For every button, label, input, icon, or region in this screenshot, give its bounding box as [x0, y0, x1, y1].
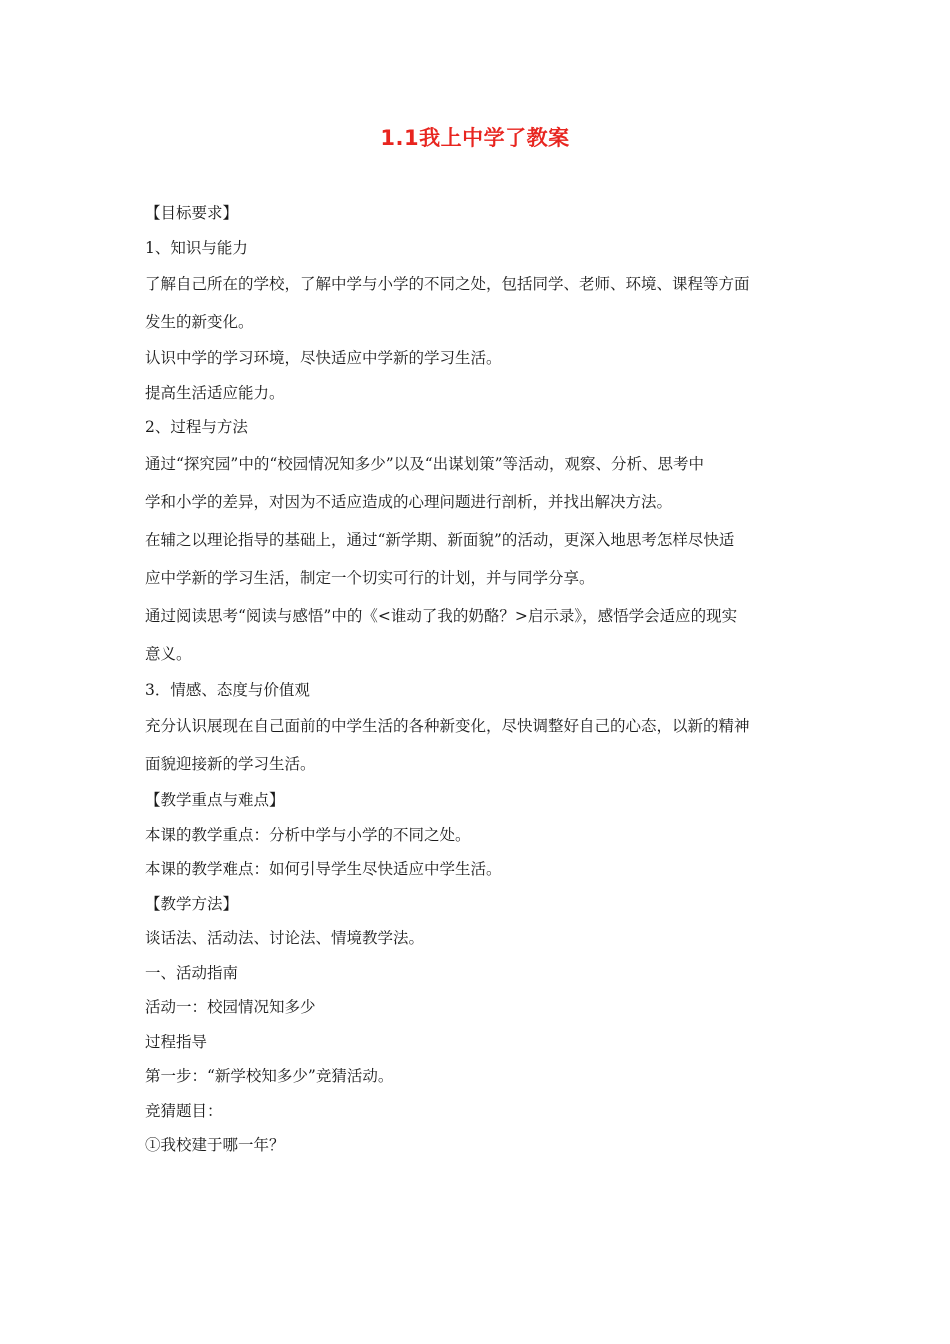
paragraph-line: 了解自己所在的学校，了解中学与小学的不同之处，包括同学、老师、环境、课程等方面	[145, 275, 750, 293]
document-title: 1.1我上中学了教案	[380, 126, 570, 150]
paragraph-line: 通过阅读思考“阅读与感悟”中的《<谁动了我的奶酪？>启示录》，感悟学会适应的现实	[145, 606, 738, 625]
paragraph	[145, 265, 813, 341]
section-heading-key-points: 【教学重点与难点】	[145, 791, 285, 809]
subheading-knowledge-ability: 1、知识与能力	[145, 238, 248, 257]
paragraph: 第一步：“新学校知多少”竞猜活动。	[145, 1067, 394, 1085]
paragraph	[145, 597, 813, 673]
subheading-process-method: 2、过程与方法	[145, 418, 248, 436]
paragraph-line: 在辅之以理论指导的基础上，通过“新学期、新面貌”的活动，更深入地思考怎样尽快适	[145, 530, 735, 549]
paragraph: 谈话法、活动法、讨论法、情境教学法。	[145, 929, 425, 947]
paragraph: 本课的教学难点：如何引导学生尽快适应中学生活。	[145, 860, 502, 878]
paragraph: 竞猜题目：	[145, 1101, 223, 1120]
quiz-question: ①我校建于哪一年？	[145, 1136, 285, 1154]
paragraph: 活动一：校园情况知多少	[145, 998, 316, 1016]
subheading-emotion-values: 3．情感、态度与价值观	[145, 680, 310, 699]
paragraph-line: 意义。	[145, 644, 192, 663]
paragraph: 提高生活适应能力。	[145, 383, 285, 402]
paragraph-line: 发生的新变化。	[145, 313, 254, 331]
paragraph-line: 充分认识展现在自己面前的中学生活的各种新变化，尽快调整好自己的心态，以新的精神	[145, 717, 750, 735]
paragraph	[145, 521, 813, 597]
paragraph	[145, 445, 813, 521]
paragraph-line: 应中学新的学习生活，制定一个切实可行的计划，并与同学分享。	[145, 568, 595, 587]
paragraph-line: 面貌迎接新的学习生活。	[145, 755, 316, 773]
document-body	[145, 196, 813, 1163]
paragraph-line: 通过“探究园”中的“校园情况知多少”以及“出谋划策”等活动，观察、分析、思考中	[145, 454, 705, 473]
paragraph-line: 学和小学的差异，对因为不适应造成的心理问题进行剖析，并找出解决方法。	[145, 492, 673, 511]
paragraph	[145, 707, 813, 783]
paragraph: 本课的教学重点：分析中学与小学的不同之处。	[145, 825, 471, 844]
section-heading-methods: 【教学方法】	[145, 894, 239, 913]
section-heading-goals: 【目标要求】	[145, 204, 239, 222]
paragraph: 认识中学的学习环境，尽快适应中学新的学习生活。	[145, 349, 502, 367]
subheading-activity-guide: 一、活动指南	[145, 963, 239, 982]
paragraph: 过程指导	[145, 1032, 208, 1051]
